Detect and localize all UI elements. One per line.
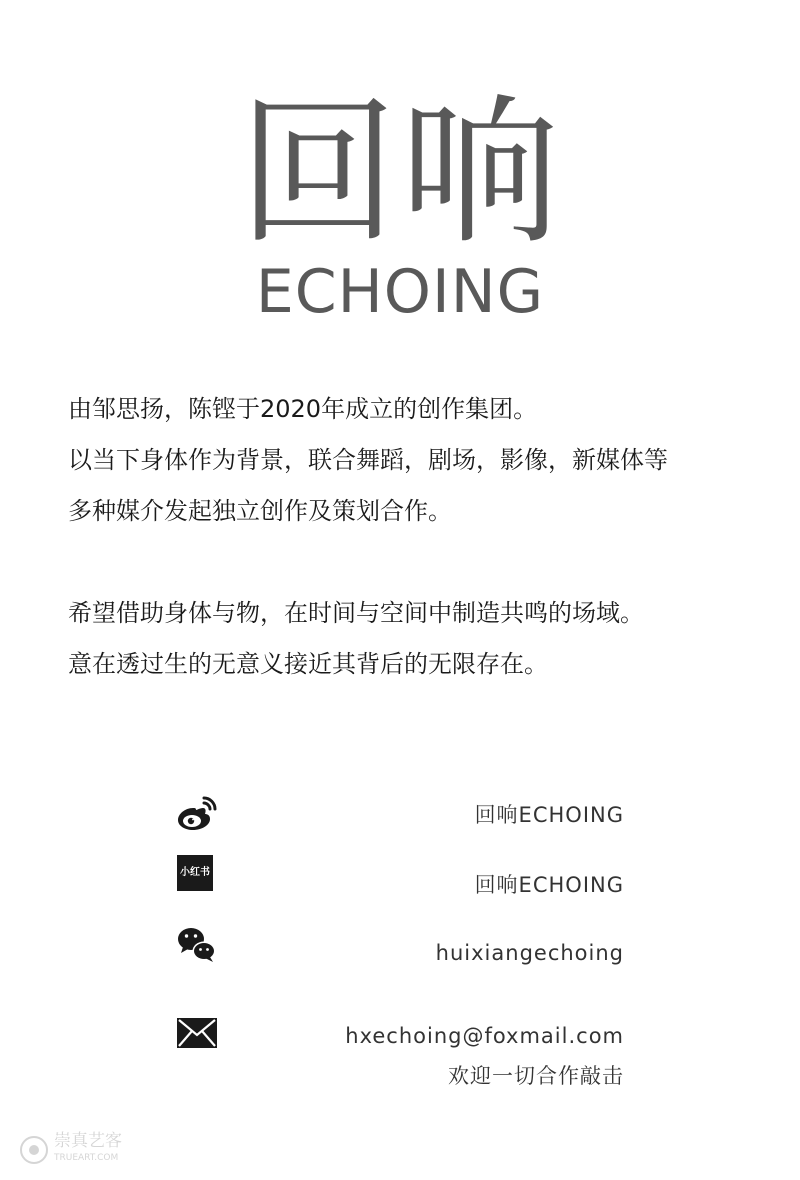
weibo-icon [176,793,218,835]
intro-line: 意在透过生的无意义接近其背后的无限存在。 [68,650,548,678]
watermark-logo-icon [18,1134,50,1166]
xiaohongshu-icon [177,855,213,891]
xiaohongshu-icon-label: 小红书 [180,867,210,878]
wechat-account: huixiangechoing [435,941,624,965]
intro-line: 希望借助身体与物，在时间与空间中制造共鸣的场域。 [68,599,644,627]
intro-line: 由邹思扬，陈铿于2020年成立的创作集团。 [68,395,538,423]
logo-chinese: 回响 [237,79,562,266]
intro-line: 以当下身体作为背景，联合舞蹈，剧场，影像，新媒体等 [68,446,668,474]
email-address[interactable]: hxechoing@foxmail.com [345,1024,624,1048]
email-note: 欢迎一切合作敲击 [448,1064,624,1088]
wechat-icon [176,924,218,966]
watermark-text: 崇真艺客 [54,1131,122,1151]
logo-english: ECHOING [255,257,545,327]
mail-icon [176,1016,218,1050]
intro-line: 多种媒介发起独立创作及策划合作。 [68,497,452,525]
watermark-subtext: TRUEART.COM [54,1153,119,1163]
weibo-account: 回响ECHOING [474,803,624,827]
watermark [18,1130,138,1170]
xiaohongshu-account: 回响ECHOING [474,873,624,897]
